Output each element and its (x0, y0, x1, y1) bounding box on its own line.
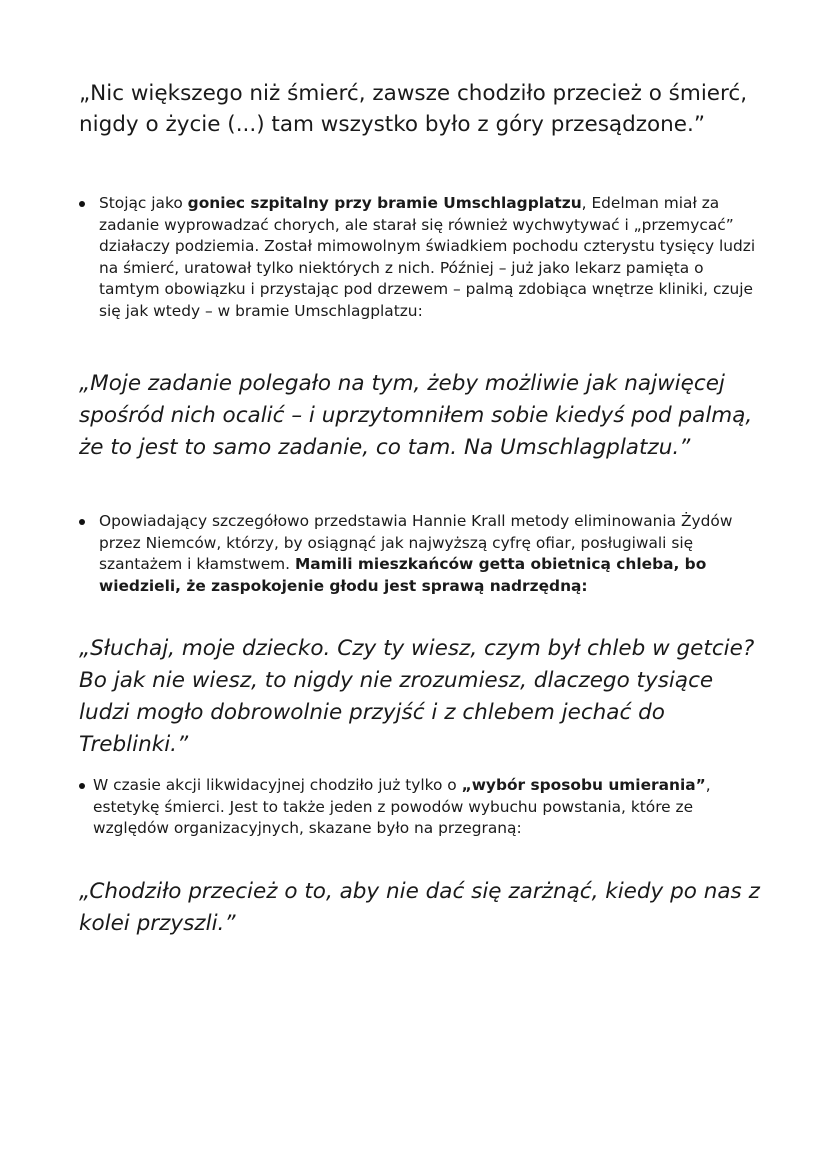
bullet-text-pre: W czasie akcji likwidacyjnej chodziło już tylko o (93, 776, 462, 794)
quote-bread: „Słuchaj, moje dziecko. Czy ty wiesz, czym był chleb w getcie? Bo jak nie wiesz, to nigdy nie zrozumiesz, dlaczego tysiące ludzi mogło dobrowolnie przyjść i z chlebem jechać do Treblinki.” (79, 636, 755, 757)
bullet-text (99, 511, 759, 597)
bullet-dot-icon (79, 783, 85, 789)
bullet-text-pre: Stojąc jako (99, 194, 188, 212)
bullet-point-bread (79, 511, 759, 597)
bullet-text (99, 193, 759, 323)
bullet-dot-icon (79, 201, 85, 207)
quote-uprising: „Chodziło przecież o to, aby nie dać się zarżnąć, kiedy po nas z kolei przyszli.” (79, 879, 760, 936)
quote-palm: „Moje zadanie polegało na tym, żeby możliwie jak najwięcej spośród nich ocalić – i uprzytomniłem sobie kiedyś pod palmą, że to jest to samo zadanie, co tam. Na Umschlagplatzu.” (79, 371, 753, 460)
bullet-text-bold: „wybór sposobu umierania” (461, 776, 706, 794)
bullet-dot-icon (79, 519, 85, 525)
quote-opening: „Nic większego niż śmierć, zawsze chodziło przecież o śmierć, nigdy o życie (...) tam wszystko było z góry przesądzone.” (79, 81, 748, 137)
bullet-text-post: , estetykę śmierci. Jest to także jeden z powodów wybuchu powstania, które ze względów organizacyjnych, skazane było na przegraną: (93, 776, 711, 838)
bullet-point-uprising (79, 775, 759, 840)
bullet-text-pre: Opowiadający szczegółowo przedstawia Hannie Krall metody eliminowania Żydów przez Niemców, którzy, by osiągnąć jak najwyższą cyfrę ofiar, posługiwali się szantażem i kłamstwem. (99, 512, 733, 574)
bullet-text-bold: goniec szpitalny przy bramie Umschlagplatzu (187, 194, 582, 212)
bullet-text-post: , Edelman miał za zadanie wyprowadzać chorych, ale starał się również wychwytywać i „przemycać” działaczy podziemia. Został mimowolnym świadkiem pochodu czterystu tysięcy ludzi na śmierć, uratował tylko niektórych z nich. Później – już jako lekarz pamięta o tamtym obowiązku i przystając pod drzewem – palmą zdobiąca wnętrze kliniki, czuje się jak wtedy – w bramie Umschlagplatzu: (99, 194, 756, 320)
bullet-point-umschlagplatz (79, 193, 759, 323)
bullet-text (93, 775, 759, 840)
bullet-text-bold: Mamili mieszkańców getta obietnicą chleba, bo wiedzieli, że zaspokojenie głodu jest sprawą nadrzędną: (99, 555, 707, 595)
